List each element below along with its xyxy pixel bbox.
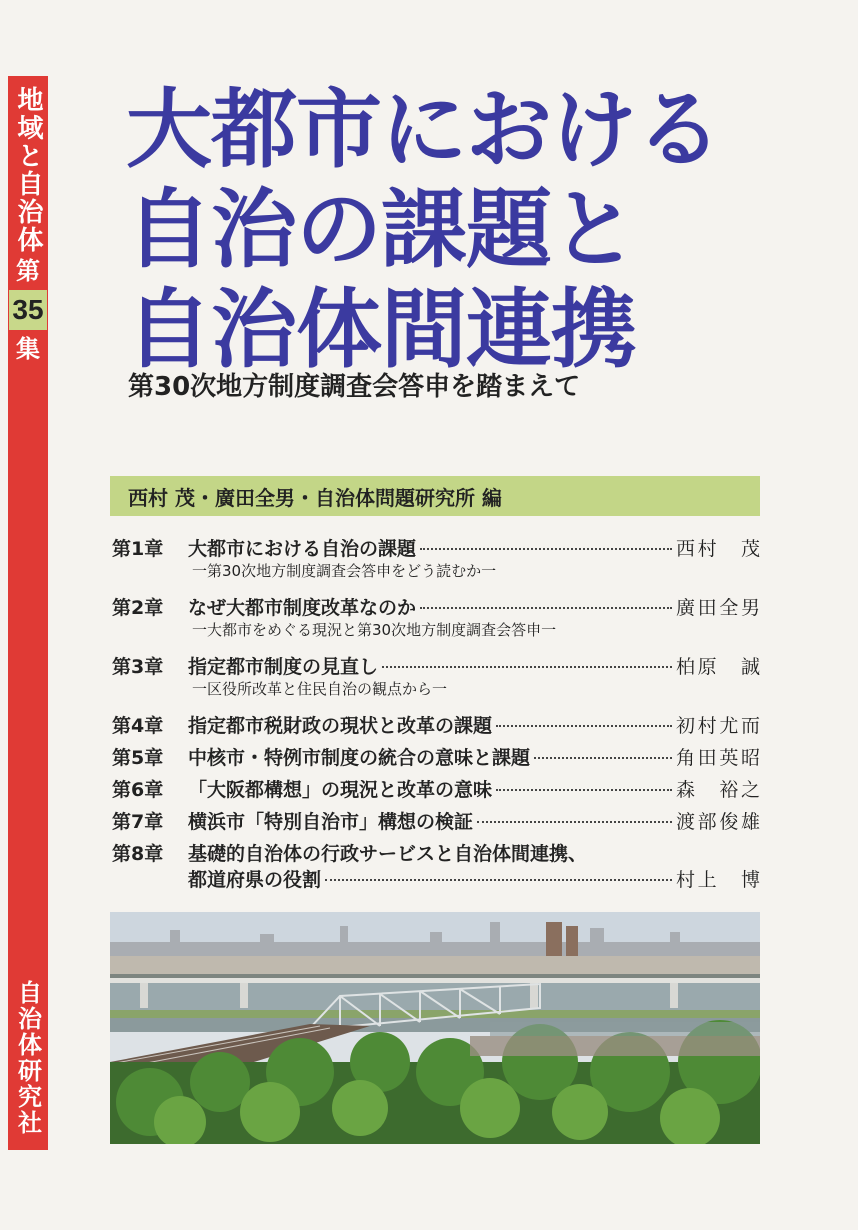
toc-chapter-7 [112, 807, 760, 833]
publisher-name: 自治体研究社 [13, 980, 42, 1136]
series-band [8, 76, 48, 1150]
book-subtitle: 第30次地方制度調査会答申を踏まえて [128, 372, 581, 402]
chapter-title: 指定都市税財政の現状と改革の課題 [188, 715, 493, 737]
title-line-1: 大都市における [126, 80, 721, 180]
leader-dots [325, 879, 672, 881]
leader-dots [420, 548, 672, 550]
toc-chapter-3 [112, 652, 760, 700]
chapter-number: 第6章 [112, 779, 164, 801]
title-line-2: 自治の課題と [126, 180, 636, 280]
chapter-author: 角田英昭 [676, 747, 760, 769]
toc-chapter-8 [112, 839, 760, 891]
chapter-author: 初村尤而 [676, 715, 760, 737]
chapter-author: 柏原 誠 [676, 656, 760, 678]
chapter-subtitle: 一大都市をめぐる現況と第30次地方制度調査会答申一 [192, 621, 557, 639]
leader-dots [496, 789, 672, 791]
chapter-title: 大都市における自治の課題 [188, 538, 417, 560]
cover-photo-river-bridge [110, 912, 760, 1144]
leader-dots [534, 757, 672, 759]
chapter-number: 第3章 [112, 656, 164, 678]
chapter-number: 第1章 [112, 538, 164, 560]
chapter-title: 中核市・特例市制度の統合の意味と課題 [188, 747, 531, 769]
title-line-3: 自治体間連携 [126, 280, 636, 380]
chapter-subtitle: 一第30次地方制度調査会答申をどう読むか一 [192, 562, 497, 580]
toc-chapter-6 [112, 775, 760, 801]
chapter-number: 第7章 [112, 811, 164, 833]
chapter-title: 指定都市制度の見直し [188, 656, 379, 678]
chapter-author: 西村 茂 [676, 538, 760, 560]
table-of-contents [112, 534, 760, 902]
chapter-title: なぜ大都市制度改革なのか [188, 597, 417, 619]
chapter-title-continued: 都道府県の役割 [188, 869, 322, 891]
chapter-title: 横浜市「特別自治市」構想の検証 [188, 811, 474, 833]
leader-dots [382, 666, 672, 668]
leader-dots [420, 607, 672, 609]
chapter-title: 「大阪都構想」の現況と改革の意味 [188, 779, 493, 801]
chapter-author: 森 裕之 [676, 779, 760, 801]
toc-chapter-1 [112, 534, 760, 582]
chapter-number: 第4章 [112, 715, 164, 737]
chapter-subtitle: 一区役所改革と住民自治の観点から一 [192, 680, 448, 698]
book-title [126, 80, 826, 380]
chapter-number: 第2章 [112, 597, 164, 619]
editors-bar: 西村 茂・廣田全男・自治体問題研究所 編 [110, 476, 760, 516]
chapter-author: 廣田全男 [676, 597, 760, 619]
chapter-author: 村上 博 [676, 869, 760, 891]
chapter-author: 渡部俊雄 [676, 811, 760, 833]
volume-suffix: 集 [16, 335, 40, 363]
volume-number: 35 [9, 290, 47, 330]
volume-prefix: 第 [16, 257, 40, 285]
chapter-title: 基礎的自治体の行政サービスと自治体間連携、 [188, 843, 588, 865]
leader-dots [496, 725, 672, 727]
chapter-number: 第5章 [112, 747, 164, 769]
toc-chapter-5 [112, 743, 760, 769]
leader-dots [477, 821, 672, 823]
series-name: 地域と自治体 [13, 86, 43, 254]
cityscape-illustration [110, 912, 760, 1144]
toc-chapter-4 [112, 711, 760, 737]
toc-chapter-2 [112, 593, 760, 641]
chapter-number: 第8章 [112, 843, 164, 865]
